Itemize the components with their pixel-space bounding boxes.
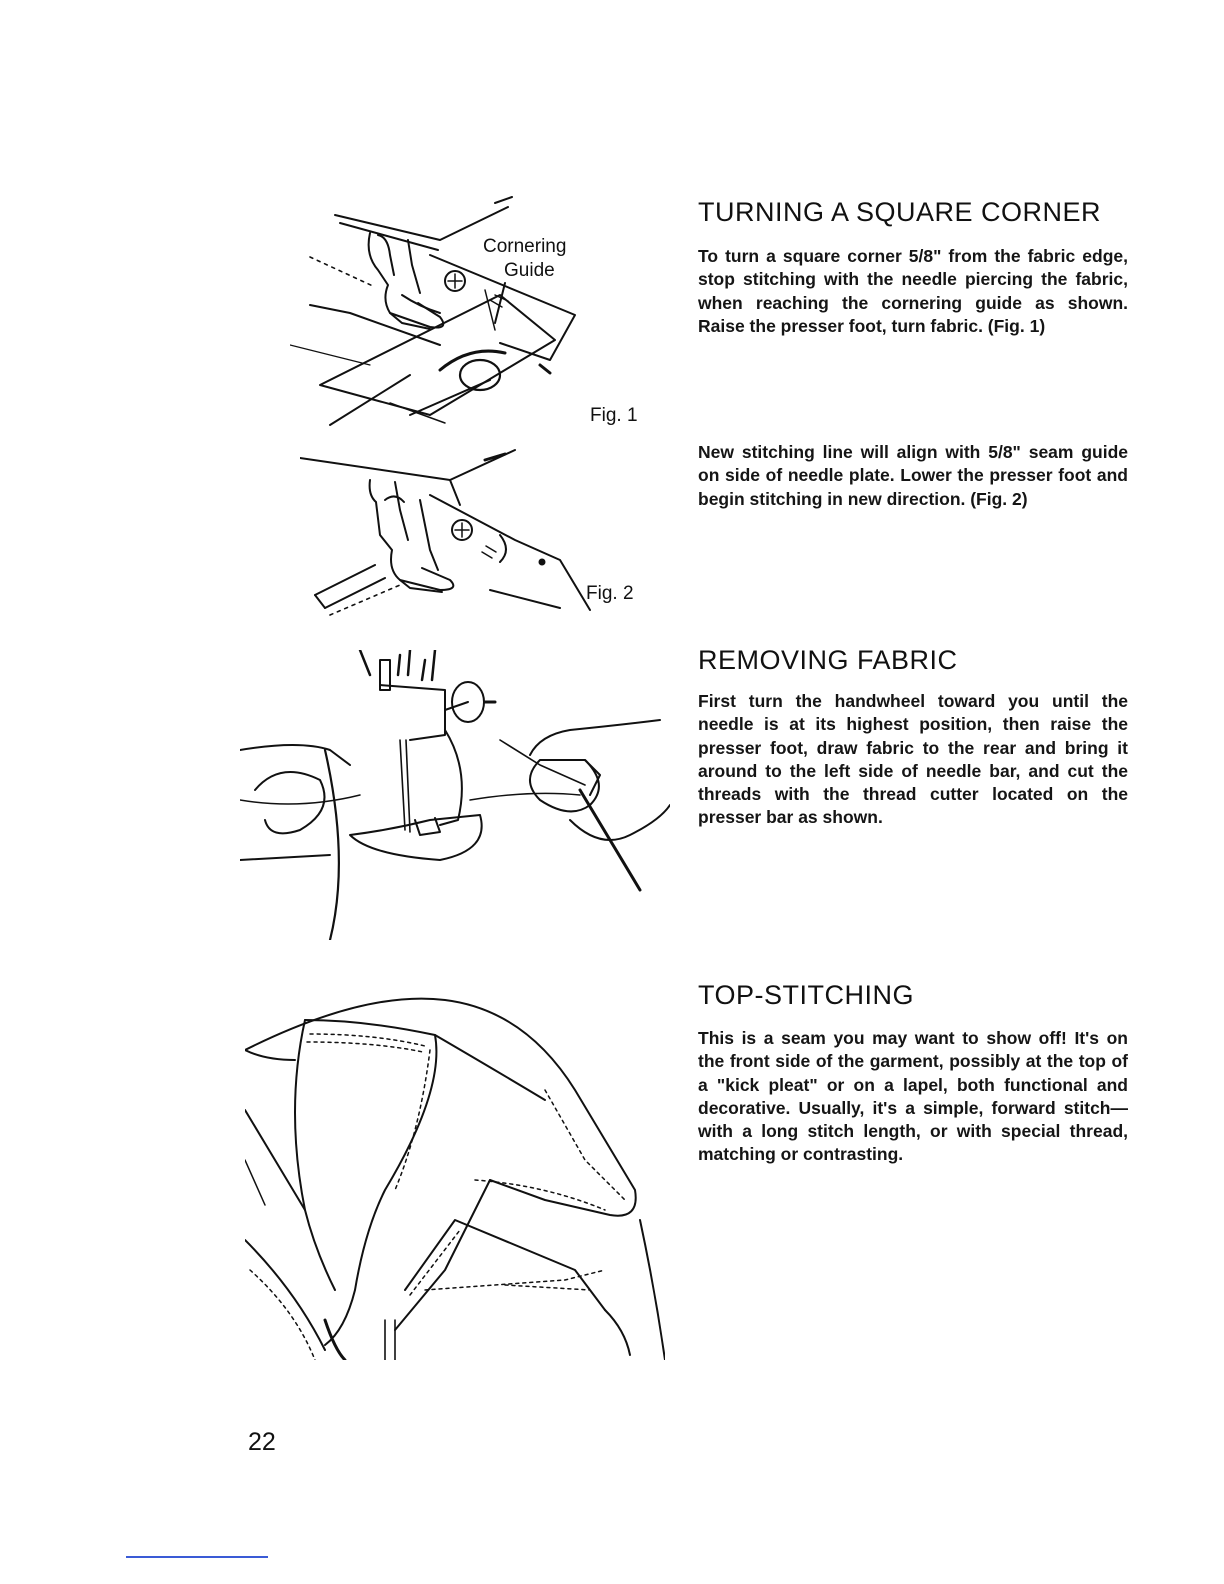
removing-fabric-paragraph: First turn the handwheel toward you until the needle is at its highest position, then raise the presser foot, draw fabric to the rear and bring it around to the left side of needle bar, and cut the threads with the thread cutter located on the presser bar as shown. [698,691,1128,828]
figure-2-new-direction [300,440,600,630]
figure-4-top-stitching-collar [245,990,665,1360]
cornering-guide-callout-line1: Cornering [483,236,567,257]
fig2-caption: Fig. 2 [586,583,634,604]
footer-rule [126,1556,268,1558]
section-heading-turning-corner: TURNING A SQUARE CORNER [698,197,1102,227]
figure-1-cornering-guide [290,195,590,440]
section-heading-top-stitching: TOP-STITCHING [698,980,915,1010]
turning-corner-paragraph-1: To turn a square corner 5/8" from the fabric edge, stop stitching with the needle piercing the fabric, when reaching the cornering guide as shown. Raise the presser foot, turn fabric. (Fig. 1) [698,246,1128,336]
fig1-caption: Fig. 1 [590,405,638,426]
section-heading-removing-fabric: REMOVING FABRIC [698,645,958,675]
cornering-guide-callout-line2: Guide [504,260,555,281]
turning-corner-paragraph-2: New stitching line will align with 5/8" seam guide on side of needle plate. Lower the presser foot and begin stitching in new direction. (Fig. 2) [698,442,1128,509]
top-stitching-paragraph: This is a seam you may want to show off! It's on the front side of the garment, possibly at the top of a "kick pleat" or on a lapel, both functional and decorative. Usually, it's a simple, forward stitch—with a long stitch length, or with special thread, matching or contrasting. [698,1028,1128,1165]
figure-3-removing-fabric [240,650,670,940]
page-number: 22 [248,1428,276,1456]
